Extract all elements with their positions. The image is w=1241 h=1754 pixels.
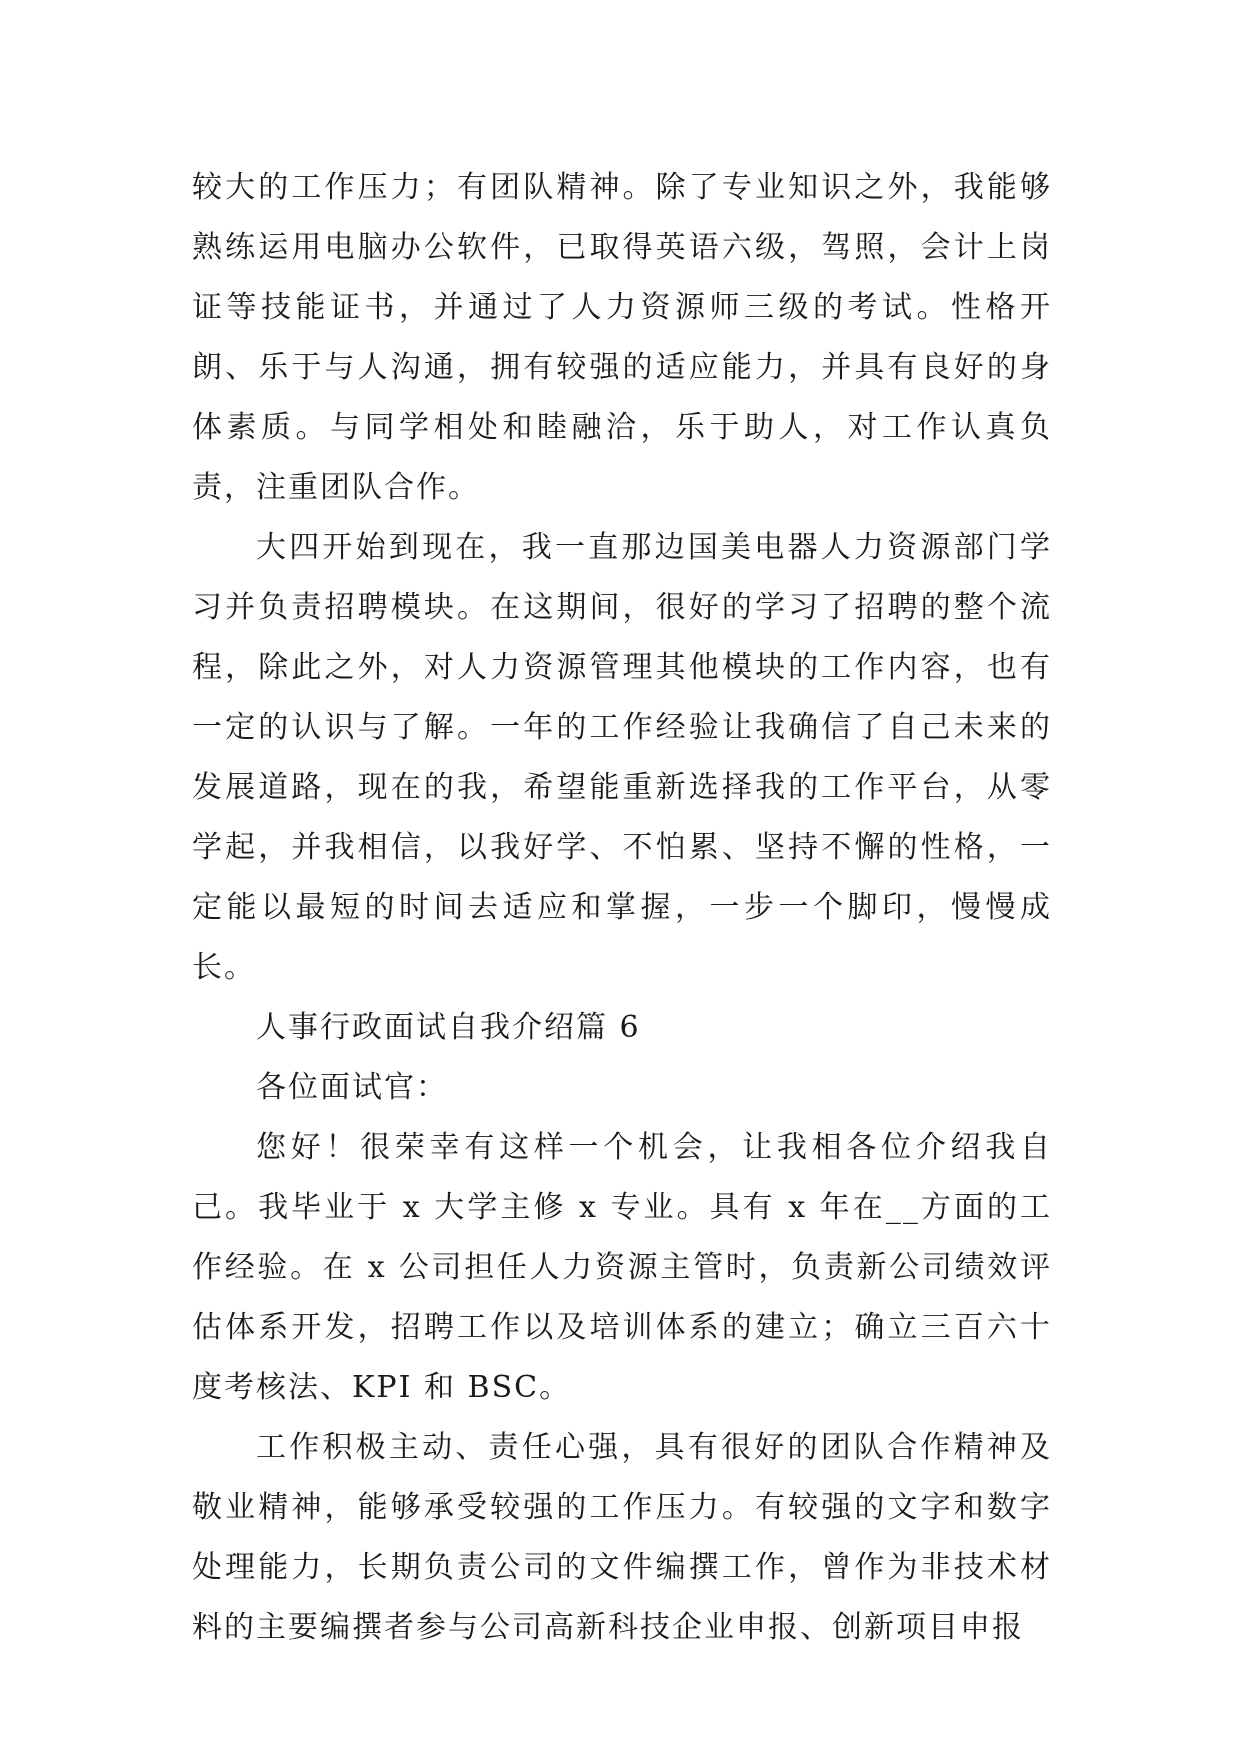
paragraph-skills: 较大的工作压力；有团队精神。除了专业知识之外，我能够熟练运用电脑办公软件，已取得英语六级，驾照，会计上岗证等技能证书，并通过了人力资源师三级的考试。性格开朗、乐于与人沟通，拥有较强的适应能力，并具有良好的身体素质。与同学相处和睦融洽，乐于助人，对工作认真负责，注重团队合作。	[192, 170, 1052, 505]
section-heading: 人事行政面试自我介绍篇 6	[256, 1010, 641, 1045]
paragraph-greeting: 各位面试官：	[256, 1070, 448, 1105]
paragraph-strengths: 工作积极主动、责任心强，具有很好的团队合作精神及敬业精神，能够承受较强的工作压力。有较强的文字和数字处理能力，长期负责公司的文件编撰工作，曾作为非技术材料的主要编撰者参与公司高新科技企业申报、创新项目申报	[192, 1430, 1052, 1645]
paragraph-experience: 大四开始到现在，我一直那边国美电器人力资源部门学习并负责招聘模块。在这期间，很好的学习了招聘的整个流程，除此之外，对人力资源管理其他模块的工作内容，也有一定的认识与了解。一年的工作经验让我确信了自己未来的发展道路，现在的我，希望能重新选择我的工作平台，从零学起，并我相信，以我好学、不怕累、坚持不懈的性格，一定能以最短的时间去适应和掌握，一步一个脚印，慢慢成长。	[192, 530, 1052, 985]
document-body	[192, 158, 1052, 1658]
paragraph-introduction: 您好！很荣幸有这样一个机会，让我相各位介绍我自己。我毕业于 x 大学主修 x 专业。具有 x 年在__方面的工作经验。在 x 公司担任人力资源主管时，负责新公司绩效评估体系开发，招聘工作以及培训体系的建立；确立三百六十度考核法、KPI 和 BSC。	[192, 1130, 1052, 1405]
